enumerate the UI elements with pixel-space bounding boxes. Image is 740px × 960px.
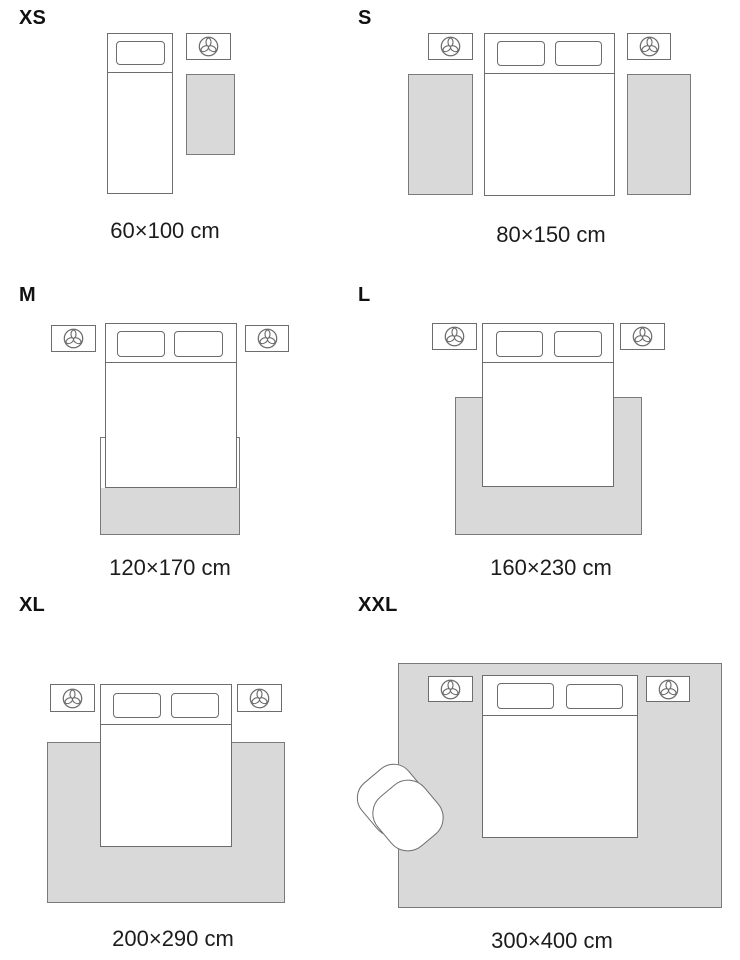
- size-label-m: M: [19, 284, 36, 306]
- double-bed-xxl: [482, 675, 638, 838]
- headboard-line: [108, 72, 172, 73]
- pillow: [555, 41, 602, 66]
- nightstand: [428, 676, 473, 702]
- size-label-xs: XS: [19, 7, 47, 29]
- rug-xs: [186, 74, 235, 155]
- rug-exposed-area: [101, 488, 239, 534]
- pillow: [496, 331, 543, 357]
- double-bed-s: [484, 33, 615, 196]
- size-caption-xxl: 300×400 cm: [491, 928, 613, 953]
- nightstand: [620, 323, 665, 350]
- headboard-line: [483, 362, 613, 363]
- pillow: [554, 331, 602, 357]
- rug-s-right: [627, 74, 691, 195]
- pillow: [174, 331, 223, 357]
- size-caption-s: 80×150 cm: [496, 222, 606, 247]
- lamp-icon: [61, 687, 84, 710]
- nightstand: [186, 33, 231, 60]
- lamp-icon: [197, 35, 220, 58]
- size-label-s: S: [358, 7, 372, 29]
- size-caption-xs: 60×100 cm: [110, 218, 220, 243]
- headboard-line: [101, 724, 231, 725]
- pillow: [116, 41, 165, 65]
- size-caption-xl: 200×290 cm: [112, 926, 234, 951]
- headboard-line: [485, 73, 614, 74]
- size-caption-l: 160×230 cm: [490, 555, 612, 580]
- rug-s-left: [408, 74, 473, 195]
- pillow: [117, 331, 165, 357]
- nightstand: [627, 33, 671, 60]
- nightstand: [51, 325, 96, 352]
- lamp-icon: [657, 678, 680, 701]
- lamp-icon: [62, 327, 85, 350]
- pillow: [113, 693, 161, 718]
- armchair: [361, 767, 445, 853]
- single-bed-xs: [107, 33, 173, 194]
- lamp-icon: [439, 678, 462, 701]
- nightstand: [245, 325, 289, 352]
- double-bed-xl: [100, 684, 232, 847]
- headboard-line: [483, 715, 637, 716]
- size-label-xxl: XXL: [358, 594, 398, 616]
- double-bed-m: [105, 323, 237, 488]
- nightstand: [237, 684, 282, 712]
- lamp-icon: [439, 35, 462, 58]
- size-label-xl: XL: [19, 594, 45, 616]
- nightstand: [432, 323, 477, 350]
- lamp-icon: [256, 327, 279, 350]
- lamp-icon: [443, 325, 466, 348]
- pillow: [566, 684, 623, 709]
- double-bed-l: [482, 323, 614, 487]
- pillow: [497, 41, 545, 66]
- nightstand: [646, 676, 690, 702]
- lamp-icon: [638, 35, 661, 58]
- pillow: [171, 693, 219, 718]
- nightstand: [428, 33, 473, 60]
- lamp-icon: [248, 687, 271, 710]
- pillow: [497, 683, 554, 709]
- nightstand: [50, 684, 95, 712]
- lamp-icon: [631, 325, 654, 348]
- size-caption-m: 120×170 cm: [109, 555, 231, 580]
- headboard-line: [106, 362, 236, 363]
- size-label-l: L: [358, 284, 371, 306]
